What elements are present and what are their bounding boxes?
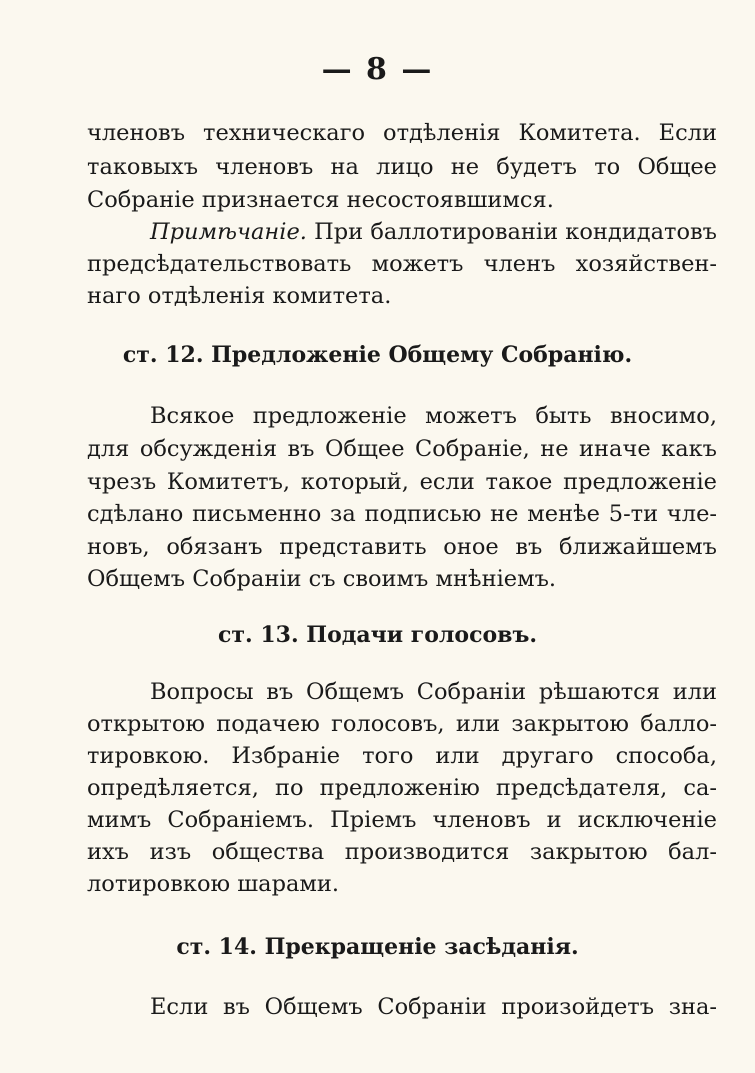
page-number: — 8 — — [321, 52, 434, 87]
text-line: для обсужденія въ Общее Собраніе, не иначе какъ — [87, 436, 717, 462]
text-line: Если въ Общемъ Собраніи произойдетъ зна- — [150, 994, 717, 1020]
text-line: Собраніе признается несостоявшимся. — [87, 187, 554, 213]
text-line: опредѣляется, по предложенію предсѣдателя, са- — [87, 775, 717, 801]
text-line: членовъ техническаго отдѣленія Комитета. Если — [87, 120, 717, 146]
text-line: Всякое предложеніе можетъ быть вносимо, — [150, 403, 717, 429]
section-heading: ст. 14. Прекращеніе засѣданія. — [176, 934, 579, 960]
text-line: открытою подачею голосовъ, или закрытою балло- — [87, 711, 717, 737]
text-line: чрезъ Комитетъ, который, если такое предложеніе — [87, 469, 717, 495]
text-line: новъ, обязанъ представить оное въ ближайшемъ — [87, 534, 717, 560]
text-line: лотировкою шарами. — [87, 871, 340, 897]
note-text: При баллотированіи кондидатовъ — [314, 219, 717, 245]
section-heading: ст. 12. Предложеніе Общему Собранію. — [122, 342, 633, 368]
text-line: таковыхъ членовъ на лицо не будетъ то Общее — [87, 154, 717, 180]
section-heading: ст. 13. Подачи голосовъ. — [218, 622, 537, 648]
text-line: сдѣлано письменно за подписью не менѣе 5-ти чле- — [87, 501, 717, 527]
text-line: ихъ изъ общества производится закрытою бал- — [87, 839, 717, 865]
text-line: мимъ Собраніемъ. Пріемъ членовъ и исключеніе — [87, 807, 717, 833]
text-line: Общемъ Собраніи съ своимъ мнѣніемъ. — [87, 566, 557, 592]
text-line: Вопросы въ Общемъ Собраніи рѣшаются или — [150, 679, 717, 705]
note-first-line — [150, 217, 717, 247]
text-line: наго отдѣленія комитета. — [87, 283, 392, 309]
text-line: тировкою. Избраніе того или другаго способа, — [87, 743, 717, 769]
note-label: Примѣчаніе. — [150, 219, 307, 245]
text-line: предсѣдательствовать можетъ членъ хозяйствен- — [87, 251, 717, 277]
